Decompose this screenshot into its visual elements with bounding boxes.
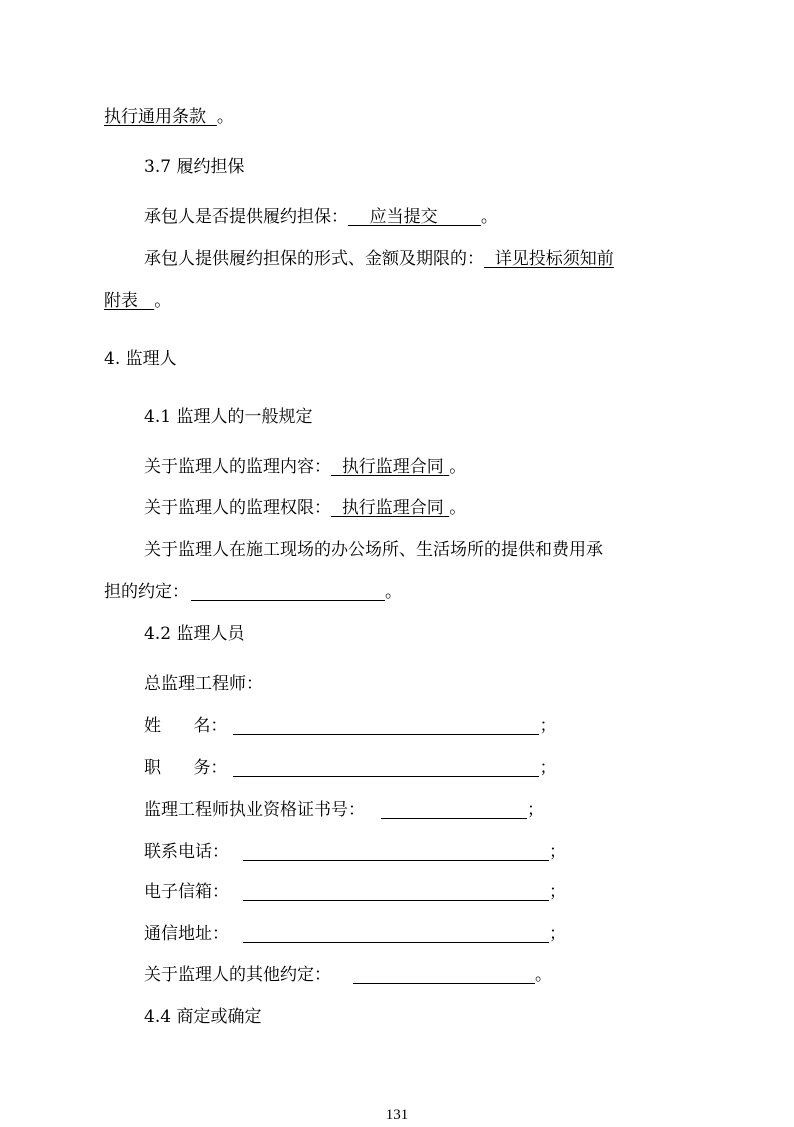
clause-continuation: 执行通用条款 。	[104, 107, 234, 127]
office-provision-blank[interactable]	[191, 584, 385, 601]
certificate-blank[interactable]	[381, 802, 527, 819]
certificate-field-row: 监理工程师执业资格证书号： ；	[144, 800, 544, 820]
phone-blank[interactable]	[243, 844, 549, 861]
supervision-authority-value: 执行监理合同	[341, 498, 444, 518]
email-blank[interactable]	[243, 884, 549, 901]
phone-field-row: 联系电话： ；	[144, 842, 566, 862]
bond-form-value: 详见投标须知前	[494, 249, 614, 269]
bond-form-value-cont: 附表	[104, 291, 138, 311]
title-blank[interactable]	[233, 760, 539, 777]
page-number: 131	[385, 1107, 409, 1123]
bond-form-line: 承包人提供履约担保的形式、金额及期限的： 详见投标须知前	[144, 249, 614, 269]
office-provision-line: 关于监理人在施工现场的办公场所、生活场所的提供和费用承	[144, 540, 603, 560]
email-field-row: 电子信箱： ；	[144, 882, 566, 902]
supervision-authority-line: 关于监理人的监理权限： 执行监理合同 。	[144, 498, 467, 518]
address-blank[interactable]	[243, 926, 549, 943]
bond-provided-line: 承包人是否提供履约担保： 应当提交 。	[144, 207, 498, 227]
section-heading-3-7: 3.7 履约担保	[144, 157, 245, 177]
section-heading-4-4: 4.4 商定或确定	[144, 1007, 262, 1027]
section-heading-4-1: 4.1 监理人的一般规定	[144, 407, 313, 427]
name-field-row: 姓 名： ；	[144, 716, 557, 736]
bond-provided-value: 应当提交	[369, 207, 438, 227]
office-provision-line-cont: 担的约定： 。	[104, 582, 402, 602]
name-blank[interactable]	[233, 718, 539, 735]
address-field-row: 通信地址： ；	[144, 924, 566, 944]
title-field-row: 职 务： ；	[144, 758, 557, 778]
supervision-content-value: 执行监理合同	[341, 457, 444, 477]
other-agreement-row: 关于监理人的其他约定： 。	[144, 965, 552, 985]
section-heading-4: 4. 监理人	[104, 349, 177, 369]
supervision-content-line: 关于监理人的监理内容： 执行监理合同 。	[144, 457, 467, 477]
section-heading-4-2: 4.2 监理人员	[144, 624, 245, 644]
bond-form-line-cont: 附表 。	[104, 291, 172, 311]
underlined-value: 执行通用条款	[104, 107, 206, 127]
other-agreement-blank[interactable]	[353, 967, 535, 984]
chief-engineer-label: 总监理工程师：	[144, 674, 263, 694]
